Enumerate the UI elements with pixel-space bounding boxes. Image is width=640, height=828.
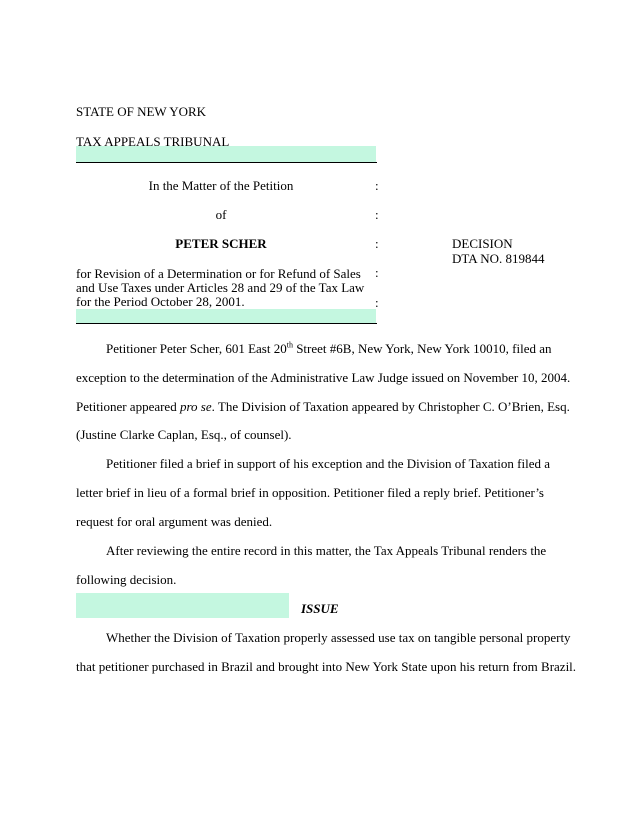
p1-line3-a: Petitioner appeared [76, 399, 180, 414]
revision-line-3: for the Period October 28, 2001. [76, 294, 245, 309]
paragraph-1-line-4: (Justine Clarke Caplan, Esq., of counsel). [76, 427, 292, 442]
p1-text-a: Petitioner Peter Scher, 601 East 20 [106, 341, 287, 356]
paragraph-4-line-2: that petitioner purchased in Brazil and brought into New York State upon his return from Brazil. [76, 659, 577, 674]
top-rule [76, 162, 377, 163]
of-line: of [215, 207, 227, 222]
caption-colon: : [375, 178, 379, 193]
petitioner-name: PETER SCHER [175, 236, 267, 251]
caption-colon: : [375, 265, 379, 280]
revision-line-1: for Revision of a Determination or for Refund of Sales [76, 266, 361, 281]
caption-colon: : [375, 236, 379, 251]
tribunal-heading: TAX APPEALS TRIBUNAL [76, 134, 230, 149]
dta-number: DTA NO. 819844 [452, 251, 545, 266]
issue-highlight [76, 593, 289, 618]
paragraph-2-line-3: request for oral argument was denied. [76, 514, 273, 529]
caption-colon: : [375, 207, 379, 222]
highlight-band-bottom [76, 309, 376, 324]
paragraph-1-line-1 [76, 341, 568, 357]
caption-colon: : [375, 295, 379, 310]
paragraph-3-line-2: following decision. [76, 572, 177, 587]
p1-superscript: th [286, 340, 293, 350]
bottom-rule [76, 323, 377, 324]
p1-text-b: Street #6B, New York, New York 10010, filed an [292, 341, 552, 356]
p1-line3-b: . The Division of Taxation appeared by Christopher C. O’Brien, Esq. [211, 399, 570, 414]
revision-line-2: and Use Taxes under Articles 28 and 29 of the Tax Law [76, 280, 365, 295]
paragraph-1-line-3 [76, 399, 568, 415]
p1-line3-italic: pro se [179, 399, 212, 414]
matter-line: In the Matter of the Petition [148, 178, 294, 193]
issue-heading: ISSUE [301, 601, 339, 616]
paragraph-1-line-2: exception to the determination of the Administrative Law Judge issued on November 10, 2004. [76, 370, 571, 385]
decision-label: DECISION [452, 236, 513, 251]
paragraph-3-line-1: After reviewing the entire record in this matter, the Tax Appeals Tribunal renders the [106, 543, 547, 558]
paragraph-2-line-1: Petitioner filed a brief in support of his exception and the Division of Taxation filed a [106, 456, 550, 471]
paragraph-4-line-1: Whether the Division of Taxation properly assessed use tax on tangible personal property [106, 630, 571, 645]
state-heading: STATE OF NEW YORK [76, 104, 207, 119]
paragraph-2-line-2: letter brief in lieu of a formal brief in opposition. Petitioner filed a reply brief. Petitioner’s [76, 485, 544, 500]
